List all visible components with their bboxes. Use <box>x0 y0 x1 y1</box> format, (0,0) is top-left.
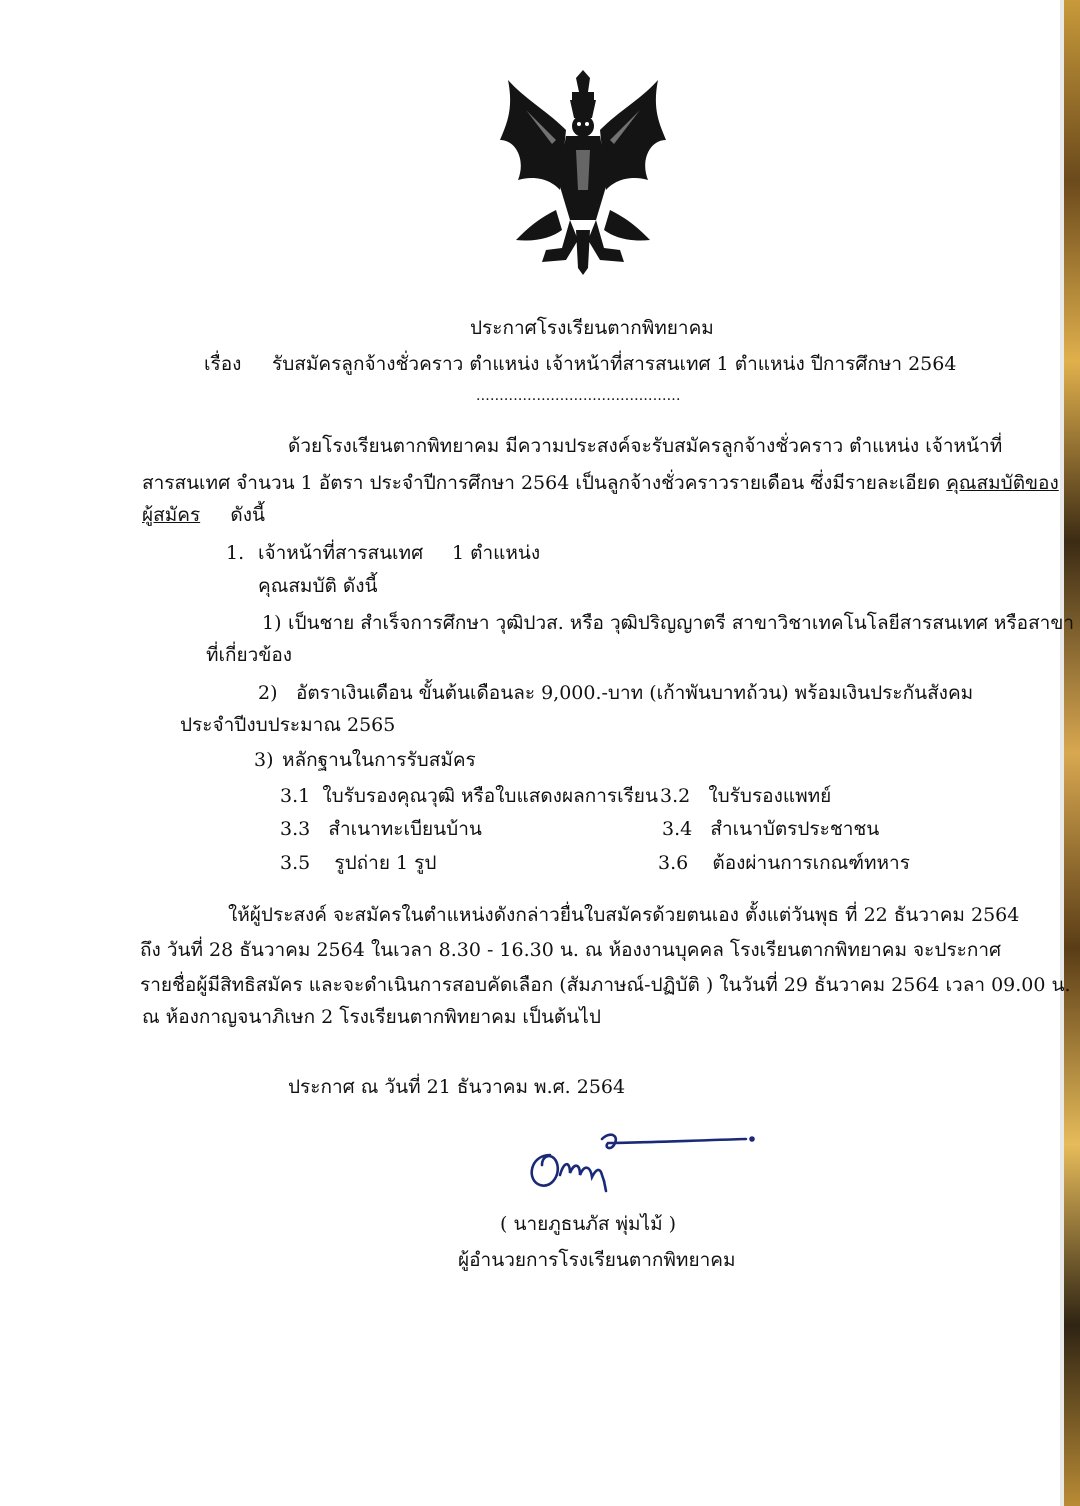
intro-qualification-underlined: คุณสมบัติของ <box>946 472 1059 494</box>
closing-line-4: ณ ห้องกาญจนาภิเษก 2 โรงเรียนตากพิทยาคม เป็นต้นไป <box>142 1006 601 1028</box>
document-number: 3.1 <box>280 785 311 807</box>
intro-line-2-text: สารสนเทศ จำนวน 1 อัตรา ประจำปีการศึกษา 2564 เป็นลูกจ้างชั่วคราวรายเดือน ซึ่งมีรายละเอียด <box>142 472 941 494</box>
document-text: ใบรับรองคุณวุฒิ หรือใบแสดงผลการเรียน <box>322 785 658 807</box>
document-text: รูปถ่าย 1 รูป <box>334 852 437 874</box>
item-2-line-1: อัตราเงินเดือน ขั้นต้นเดือนละ 9,000.-บาท (เก้าพันบาทถ้วน) พร้อมเงินประกันสังคม <box>296 682 974 704</box>
garuda-emblem-icon <box>496 70 671 275</box>
item-1-line-1: เป็นชาย สำเร็จการศึกษา วุฒิปวส. หรือ วุฒิปริญญาตรี สาขาวิชาเทคโนโลยีสารสนเทศ หรือสาขา <box>288 612 1074 634</box>
item-2-label: 2) <box>258 682 278 704</box>
document-number: 3.3 <box>280 818 311 840</box>
document-3-2 <box>660 784 831 808</box>
intro-line-3 <box>142 503 265 527</box>
position-title: เจ้าหน้าที่สารสนเทศ <box>258 542 424 564</box>
document-text: สำเนาบัตรประชาชน <box>710 818 880 840</box>
document-3-1 <box>280 784 658 808</box>
intro-line-1: ด้วยโรงเรียนตากพิทยาคม มีความประสงค์จะรับสมัครลูกจ้างชั่วคราว ตำแหน่ง เจ้าหน้าที่ <box>288 435 1003 457</box>
document-3-6 <box>658 851 910 875</box>
binding-edge-decoration <box>1064 0 1080 1506</box>
position-count: 1 ตำแหน่ง <box>452 542 541 564</box>
document-3-3 <box>280 817 482 841</box>
document-text: ต้องผ่านการเกณฑ์ทหาร <box>712 852 910 874</box>
signature-icon <box>520 1125 760 1205</box>
subject-label: เรื่อง <box>204 353 242 375</box>
document-3-4 <box>662 817 879 841</box>
signatory-name: ( นายภูธนภัส พุ่มไม้ ) <box>500 1213 677 1235</box>
closing-line-1: ให้ผู้ประสงค์ จะสมัครในตำแหน่งดังกล่าวยื่นใบสมัครด้วยตนเอง ตั้งแต่วันพุธ ที่ 22 ธันวาคม 2564 <box>228 904 1020 926</box>
subject-text: รับสมัครลูกจ้างชั่วคราว ตำแหน่ง เจ้าหน้าที่สารสนเทศ 1 ตำแหน่ง ปีการศึกษา 2564 <box>272 353 957 375</box>
announce-date: ประกาศ ณ วันที่ 21 ธันวาคม พ.ศ. 2564 <box>288 1076 626 1098</box>
document-text: สำเนาทะเบียนบ้าน <box>328 818 482 840</box>
document-number: 3.2 <box>660 785 691 807</box>
qualification-heading: คุณสมบัติ ดังนี้ <box>258 575 378 597</box>
signatory-position: ผู้อำนวยการโรงเรียนตากพิทยาคม <box>458 1249 736 1271</box>
position-number: 1. <box>226 542 245 564</box>
document-number: 3.6 <box>658 852 689 874</box>
document-number: 3.4 <box>662 818 693 840</box>
intro-line-2 <box>142 471 1059 495</box>
document-number: 3.5 <box>280 852 311 874</box>
item-1-line-2: ที่เกี่ยวข้อง <box>206 644 293 666</box>
closing-line-3: รายชื่อผู้มีสิทธิสมัคร และจะดำเนินการสอบคัดเลือก (สัมภาษณ์-ปฏิบัติ ) ในวันที่ 29 ธันวาคม 2564 เวลา 09.00 น. <box>140 974 1071 996</box>
page-title: ประกาศโรงเรียนตากพิทยาคม <box>470 317 714 339</box>
item-2-line-2: ประจำปีงบประมาณ 2565 <box>180 714 396 736</box>
item-3-label: 3) <box>254 749 274 771</box>
document-text: ใบรับรองแพทย์ <box>708 785 832 807</box>
title-divider: ............................................ <box>476 388 681 404</box>
document-3-5 <box>280 851 436 875</box>
intro-line-3-text: ดังนี้ <box>230 504 265 526</box>
intro-applicant-underlined: ผู้สมัคร <box>142 504 201 526</box>
item-3-line-1: หลักฐานในการรับสมัคร <box>282 749 476 771</box>
item-1-label: 1) <box>262 612 282 634</box>
closing-line-2: ถึง วันที่ 28 ธันวาคม 2564 ในเวลา 8.30 - 16.30 น. ณ ห้องงานบุคคล โรงเรียนตากพิทยาคม จะประกาศ <box>140 939 1002 961</box>
